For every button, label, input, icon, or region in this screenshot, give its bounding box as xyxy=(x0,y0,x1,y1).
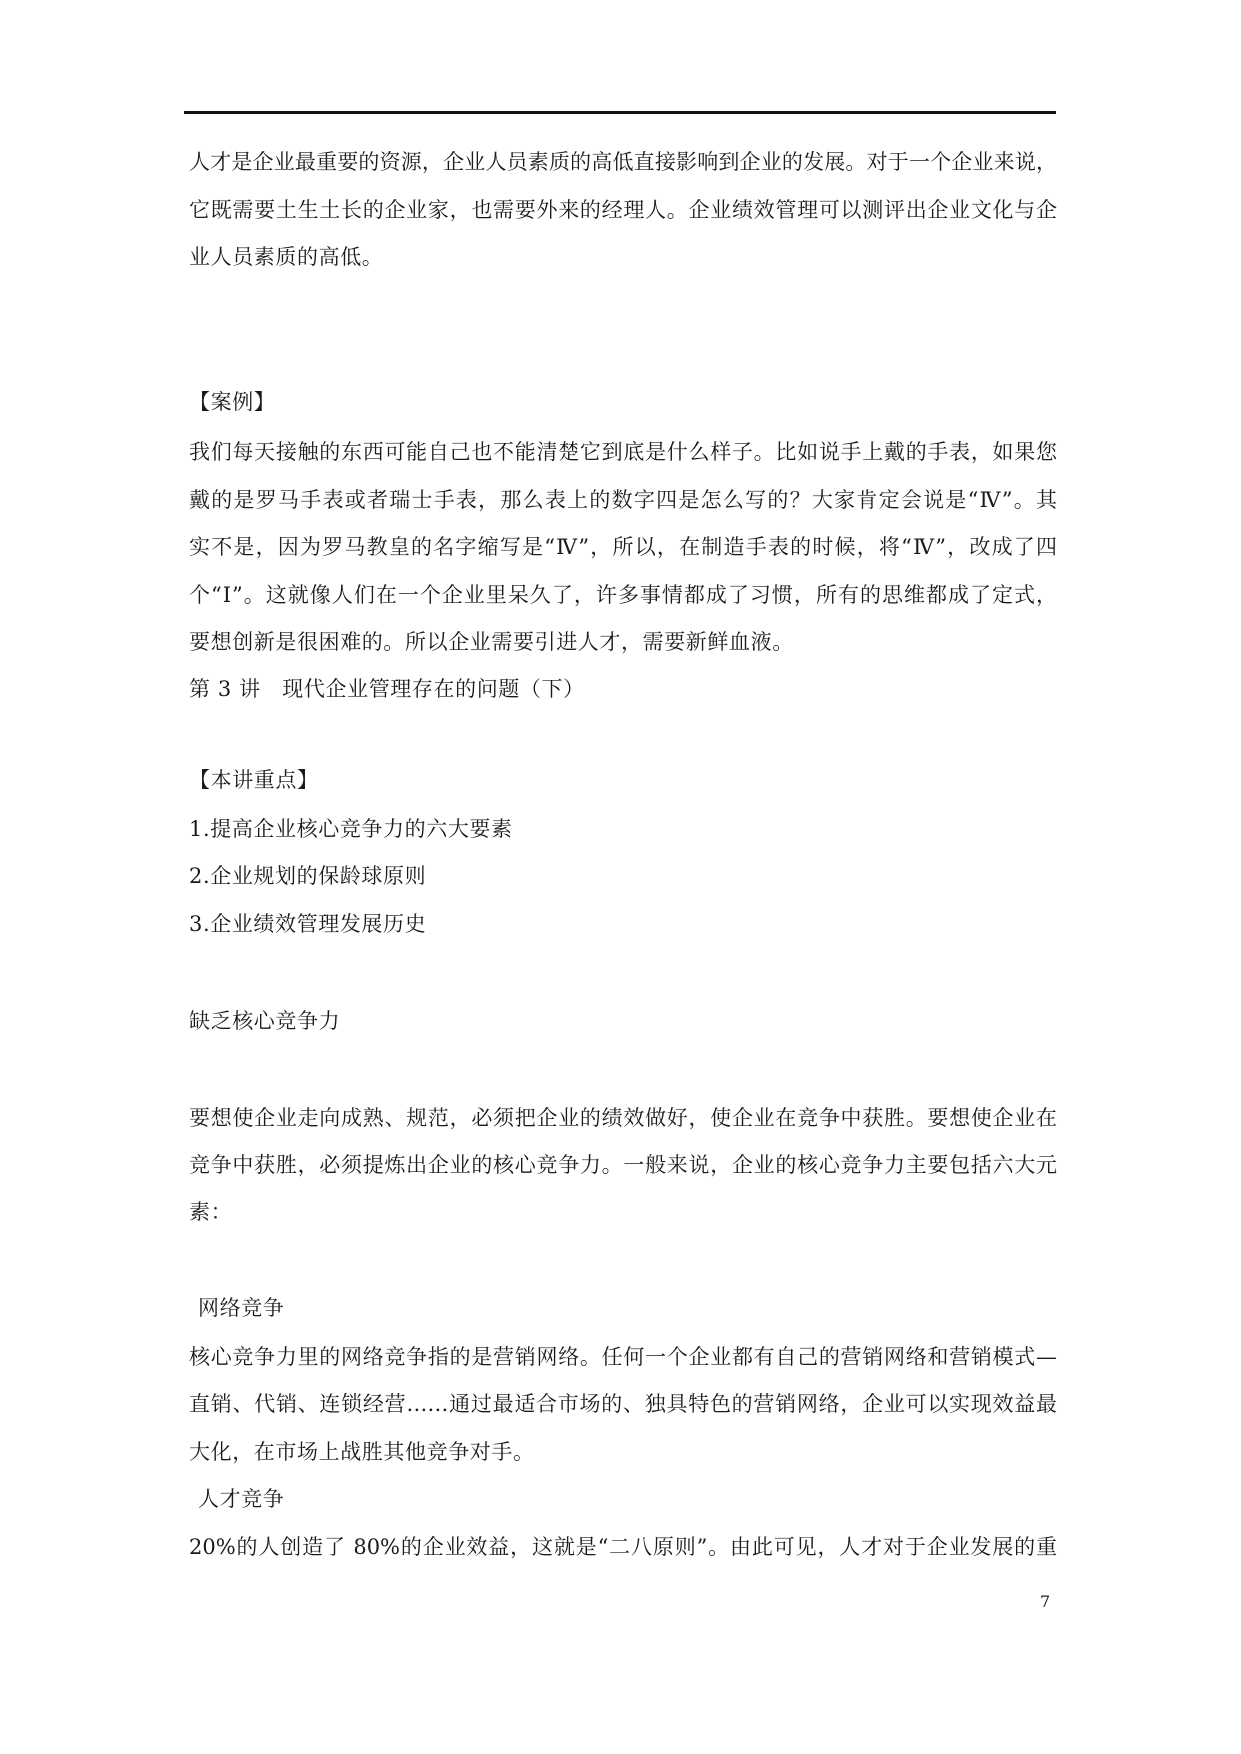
subheading-talent: 人才竞争 xyxy=(198,1487,285,1511)
case-line-5: 要想创新是很困难的。所以企业需要引进人才，需要新鲜血液。 xyxy=(189,630,794,654)
paragraph-1-line-2: 它既需要土生土长的企业家，也需要外来的经理人。企业绩效管理可以测评出企业文化与企 xyxy=(189,198,1057,222)
section-heading: 缺乏核心竞争力 xyxy=(189,1009,341,1033)
network-line-2: 直销、代销、连锁经营……通过最适合市场的、独具特色的营销网络，企业可以实现效益最 xyxy=(189,1392,1057,1416)
paragraph-2-line-3: 素： xyxy=(189,1200,233,1224)
header-rule xyxy=(184,111,1056,114)
paragraph-2-line-1: 要想使企业走向成熟、规范，必须把企业的绩效做好，使企业在竞争中获胜。要想使企业在 xyxy=(189,1106,1057,1130)
key-point-1: 1.提高企业核心竞争力的六大要素 xyxy=(189,817,513,841)
key-point-3: 3.企业绩效管理发展历史 xyxy=(189,912,427,936)
paragraph-1-line-1: 人才是企业最重要的资源，企业人员素质的高低直接影响到企业的发展。对于一个企业来说， xyxy=(189,150,1057,174)
subheading-network: 网络竞争 xyxy=(198,1296,285,1320)
talent-line-1: 20%的人创造了 80%的企业效益，这就是“二八原则”。由此可见，人才对于企业发展的重 xyxy=(189,1535,1057,1559)
network-line-1: 核心竞争力里的网络竞争指的是营销网络。任何一个企业都有自己的营销网络和营销模式— xyxy=(189,1345,1057,1369)
page-number: 7 xyxy=(1040,1592,1051,1611)
case-heading: 【案例】 xyxy=(189,390,276,414)
key-points-heading: 【本讲重点】 xyxy=(189,768,319,792)
case-line-4: 个“Ⅰ”。这就像人们在一个企业里呆久了，许多事情都成了习惯，所有的思维都成了定式， xyxy=(189,583,1057,607)
case-line-2: 戴的是罗马手表或者瑞士手表，那么表上的数字四是怎么写的？大家肯定会说是“Ⅳ”。其 xyxy=(189,488,1057,512)
case-line-3: 实不是，因为罗马教皇的名字缩写是“Ⅳ”，所以，在制造手表的时候，将“Ⅳ”，改成了四 xyxy=(189,535,1057,559)
paragraph-1-line-3: 业人员素质的高低。 xyxy=(189,245,384,269)
paragraph-2-line-2: 竞争中获胜，必须提炼出企业的核心竞争力。一般来说，企业的核心竞争力主要包括六大元 xyxy=(189,1153,1057,1177)
key-point-2: 2.企业规划的保龄球原则 xyxy=(189,864,427,888)
lecture-title: 第 3 讲 现代企业管理存在的问题（下） xyxy=(189,677,585,701)
case-line-1: 我们每天接触的东西可能自己也不能清楚它到底是什么样子。比如说手上戴的手表，如果您 xyxy=(189,440,1057,464)
network-line-3: 大化，在市场上战胜其他竞争对手。 xyxy=(189,1440,535,1464)
